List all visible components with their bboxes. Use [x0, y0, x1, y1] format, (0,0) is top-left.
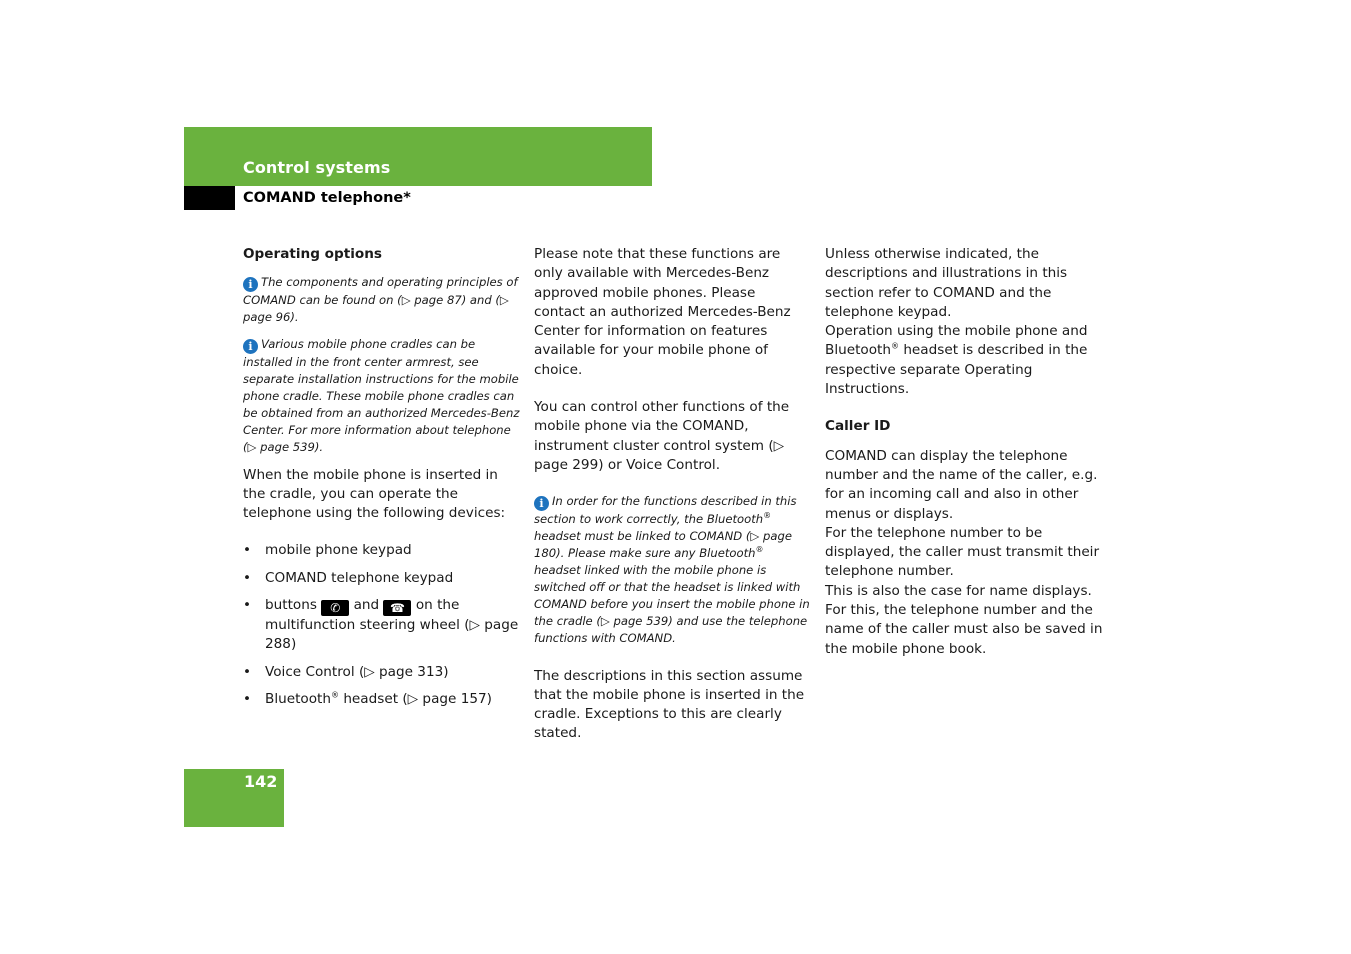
- list-item: • Voice Control (▷ page 313): [243, 663, 521, 682]
- call-accept-icon: ✆: [321, 600, 349, 616]
- page-number: 142: [244, 772, 278, 791]
- list-item: • COMAND telephone keypad: [243, 569, 521, 588]
- subsection-title: COMAND telephone*: [243, 190, 411, 206]
- column-3: [825, 245, 1105, 667]
- list-item: • mobile phone keypad: [243, 541, 521, 560]
- info-icon: i: [534, 496, 549, 511]
- section-marker: [184, 186, 235, 210]
- info-note-1: [243, 274, 521, 326]
- paragraph-bluetooth: Operation using the mobile phone and Bluetooth® headset is described in the respective separate Operating Instructions.: [825, 323, 1088, 398]
- paragraph-approved-phones: Please note that these functions are only available with Mercedes-Benz approved mobile phones. Please contact an authorized Mercedes-Benz Center for information on features available for your mobile phone of choice.: [534, 246, 791, 378]
- registered-mark: ®: [763, 511, 772, 521]
- call-end-icon: ☎: [383, 600, 411, 616]
- paragraph-name-display: This is also the case for name displays. For this, the telephone number and the name of the caller must also be saved in the mobile phone book.: [825, 582, 1103, 657]
- paragraph-devices: When the mobile phone is inserted in the cradle, you can operate the telephone using the following devices:: [243, 466, 506, 522]
- registered-mark: ®: [331, 690, 339, 700]
- info-icon: i: [243, 339, 258, 354]
- paragraph-number-display: For the telephone number to be displayed, the caller must transmit their telephone number.: [825, 524, 1100, 580]
- info-note-1-text: The components and operating principles of COMAND can be found on (▷ page 87) and (▷ page 96).: [243, 275, 518, 325]
- paragraph-caller-display: COMAND can display the telephone number and the name of the caller, e.g. for an incoming call and also in other menus or displays.: [825, 447, 1098, 522]
- info-note-2: [243, 336, 521, 455]
- paragraph-assumptions: The descriptions in this section assume that the mobile phone is inserted in the cradle. Exceptions to this are clearly stated.: [534, 667, 805, 742]
- paragraph-other-functions: You can control other functions of the mobile phone via the COMAND, instrument cluster control system (▷ page 299) or Voice Control.: [534, 399, 790, 473]
- section-header-band: [184, 127, 652, 186]
- list-item: • Bluetooth® headset (▷ page 157): [243, 690, 521, 709]
- section-title: Control systems: [243, 158, 391, 177]
- info-note-2-text: Various mobile phone cradles can be installed in the front center armrest, see separate installation instructions for the mobile phone cradle. These mobile phone cradles can be obtained from an authorized Mercedes-Benz Center. For more information about telephone (▷ page 539).: [243, 337, 520, 454]
- info-icon: i: [243, 277, 258, 292]
- column-2: [534, 245, 810, 752]
- registered-mark: ®: [755, 545, 764, 555]
- paragraph-scope: Unless otherwise indicated, the descriptions and illustrations in this section refer to COMAND and the telephone keypad.: [825, 246, 1068, 320]
- heading-caller-id: Caller ID: [825, 418, 891, 435]
- list-item: • buttons ✆ and ☎ on the multifunction steering wheel (▷ page 288): [243, 596, 521, 655]
- info-note-3: i In order for the functions described in this section to work correctly, the Bluetooth® headset must be linked to COMAND (▷ page 180). Please make sure any Bluetooth® headset linked with the mobile phone is switched off or that the headset is linked with COMAND before you insert the mobile phone in the cradle (▷ page 539) and use the telephone functions with COMAND.: [534, 494, 810, 645]
- heading-operating-options: Operating options: [243, 246, 383, 262]
- device-list: [243, 541, 521, 709]
- registered-mark: ®: [891, 341, 899, 351]
- column-1: [243, 245, 521, 717]
